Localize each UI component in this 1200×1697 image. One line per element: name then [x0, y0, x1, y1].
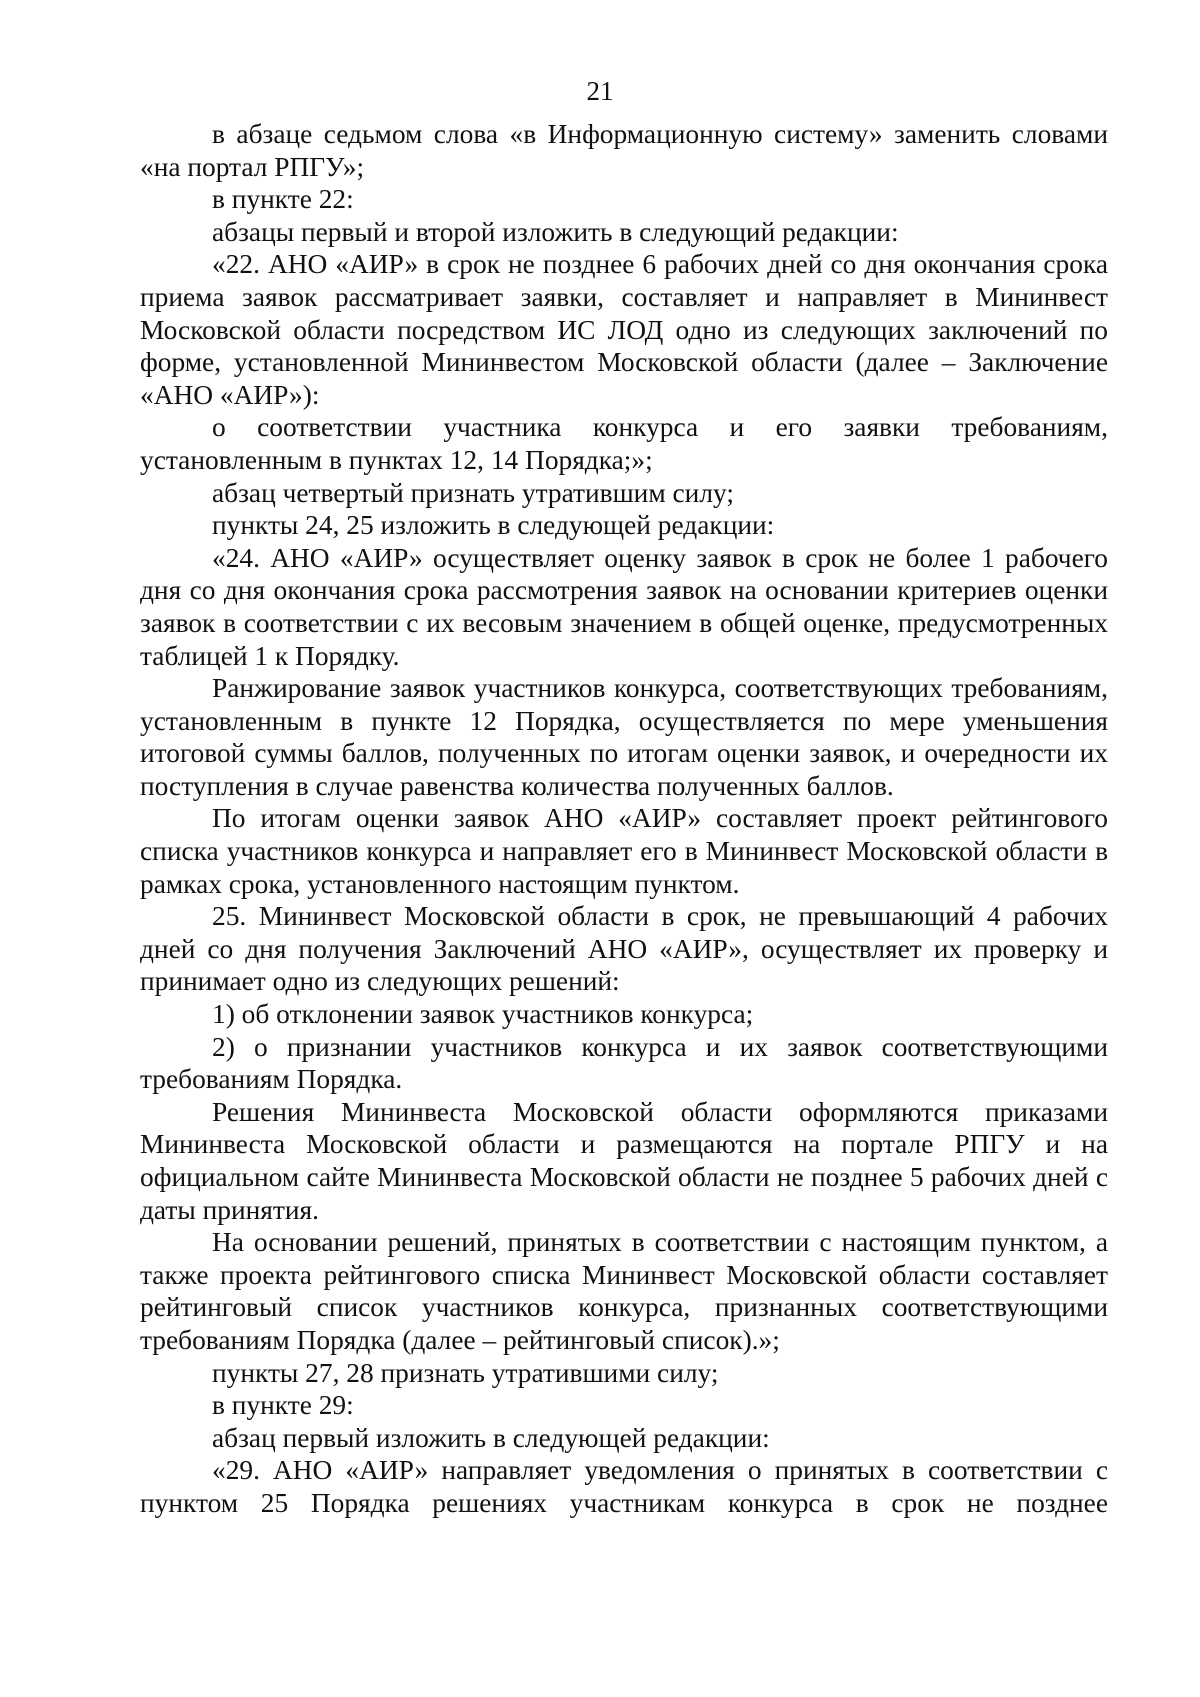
paragraph: в пункте 29:	[212, 1390, 354, 1421]
paragraph: о соответствии участника конкурса и его заявки требованиям, установленным в пунктах 12, 14 Порядка;»;	[140, 412, 1108, 475]
paragraph: 2) о признании участников конкурса и их заявок соответствующими требованиям Порядка.	[140, 1031, 1108, 1095]
paragraph: По итогам оценки заявок АНО «АИР» составляет проект рейтингового списка участников конкурса и направляет его в Мининвест Московской области в рамках срока, установленного настоящим пунктом.	[140, 803, 1108, 899]
paragraph: 25. Мининвест Московской области в срок, не превышающий 4 рабочих дней со дня получения Заключений АНО «АИР», осуществляет их проверку и принимает одно из следующих решений:	[140, 901, 1108, 997]
paragraph: 1) об отклонении заявок участников конкурса;	[212, 999, 754, 1030]
paragraph: абзац четвертый признать утратившим силу;	[212, 477, 734, 508]
paragraph: в абзаце седьмом слова «в Информационную систему» заменить словами «на портал РПГУ»;	[140, 119, 1108, 182]
paragraph: Ранжирование заявок участников конкурса, соответствующих требованиям, установленным в пункте 12 Порядка, осуществляется по мере уменьшения итоговой суммы баллов, полученных по итогам оценки заявок, и очередности их поступления в случае равенства количества полученных баллов.	[140, 673, 1108, 801]
paragraph: «29. АНО «АИР» направляет уведомления о принятых в соответствии с пунктом 25 Порядка решениях участникам конкурса в срок не позднее	[140, 1455, 1108, 1518]
paragraph: На основании решений, принятых в соответствии с настоящим пунктом, а также проекта рейтингового списка Мининвест Московской области составляет рейтинговый список участников конкурса, признанных соответствующими требованиям Порядка (далее – рейтинговый список).»;	[140, 1227, 1108, 1355]
paragraph: абзац первый изложить в следующей редакции:	[212, 1422, 770, 1453]
paragraph: абзацы первый и второй изложить в следующий редакции:	[212, 216, 899, 247]
paragraph: в пункте 22:	[212, 184, 354, 215]
paragraph: пункты 24, 25 изложить в следующей редакции:	[212, 510, 775, 541]
page-number: 21	[586, 76, 614, 106]
document-body	[140, 118, 1108, 1520]
paragraph: Решения Мининвеста Московской области оформляются приказами Мининвеста Московской области и размещаются на портале РПГУ и на официальном сайте Мининвеста Московской области не позднее 5 рабочих дней с даты принятия.	[140, 1096, 1108, 1225]
paragraph: пункты 27, 28 признать утратившими силу;	[212, 1357, 719, 1388]
paragraph: «22. АНО «АИР» в срок не позднее 6 рабочих дней со дня окончания срока приема заявок рассматривает заявки, составляет и направляет в Мининвест Московской области посредством ИС ЛОД одно из следующих заключений по форме, установленной Мининвестом Московской области (далее – Заключение «АНО «АИР»):	[140, 249, 1108, 410]
paragraph: «24. АНО «АИР» осуществляет оценку заявок в срок не более 1 рабочего дня со дня окончания срока рассмотрения заявок на основании критериев оценки заявок в соответствии с их весовым значением в общей оценке, предусмотренных таблицей 1 к Порядку.	[140, 542, 1108, 671]
